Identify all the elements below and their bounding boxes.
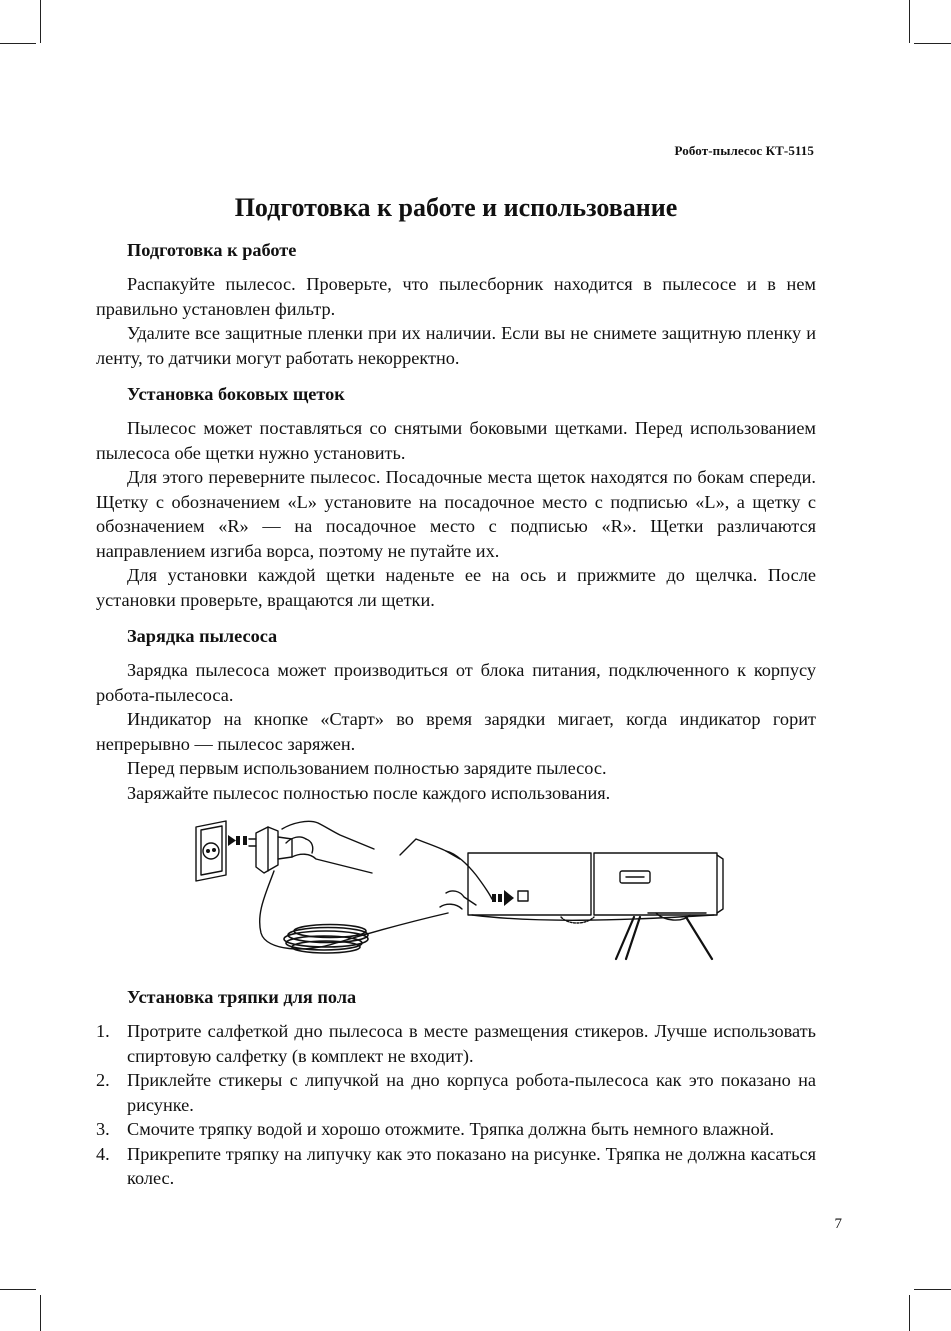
paragraph: Для установки каждой щетки наденьте ее на ось и прижмите до щелчка. После установки проверьте, вращаются ли щетки. bbox=[96, 565, 816, 610]
list-item-text: Приклейте стикеры с липучкой на дно корпуса робота-пылесоса как это показано на рисунке. bbox=[127, 1070, 816, 1115]
page-number: 7 bbox=[834, 1216, 842, 1232]
section-side-brushes bbox=[96, 382, 816, 612]
plug-arrow-icon bbox=[228, 835, 247, 846]
section-mop bbox=[96, 985, 816, 1191]
charging-arrow-icon bbox=[492, 890, 514, 906]
callout-lines bbox=[616, 917, 712, 959]
list-item-text: Прикрепите тряпку на липучку как это показано на рисунке. Тряпка не должна касаться колес. bbox=[127, 1143, 816, 1188]
crop-mark-top-right-v bbox=[909, 0, 910, 43]
page-title: Подготовка к работе и использование bbox=[234, 193, 678, 222]
mop-steps-list bbox=[96, 1019, 816, 1191]
list-item-number: 4. bbox=[96, 1143, 110, 1164]
list-item bbox=[96, 1019, 816, 1068]
power-cable bbox=[260, 871, 448, 949]
list-item-number: 1. bbox=[96, 1021, 110, 1041]
wall-outlet-icon bbox=[196, 821, 226, 881]
list-item bbox=[96, 1142, 816, 1191]
hand-icon bbox=[400, 839, 492, 909]
paragraph: Удалите все защитные пленки при их наличии. Если вы не снимете защитную пленку и ленту, то датчики могут работать некорректно. bbox=[96, 323, 816, 368]
paragraph: Зарядка пылесоса может производиться от блока питания, подключенного к корпусу робота-пылесоса. bbox=[96, 660, 816, 705]
paragraph: Для этого переверните пылесос. Посадочные места щеток находятся по бокам спереди. Щетку с обозначением «L» установите на посадочное место с подписью «L», а щетку с обозначением «R» — на посадочное место с подписью «R». Щетки различаются направлением изгиба ворса, поэтому не путайте их. bbox=[96, 467, 816, 561]
crop-mark-bottom-right-h bbox=[914, 1289, 951, 1290]
charging-illustration bbox=[96, 813, 816, 973]
paragraph: Индикатор на кнопке «Старт» во время зарядки мигает, когда индикатор горит непрерывно — пылесос заряжен. bbox=[96, 709, 816, 754]
section-heading-preparation: Подготовка к работе bbox=[127, 240, 297, 260]
crop-mark-bottom-right-v bbox=[909, 1295, 910, 1331]
section-charging bbox=[96, 624, 816, 805]
list-item-text: Смочите тряпку водой и хорошо отожмите. Тряпка должна быть немного влажной. bbox=[127, 1119, 775, 1139]
page-content bbox=[96, 238, 816, 1191]
charging-diagram bbox=[96, 813, 816, 973]
list-item-text: Протрите салфеткой дно пылесоса в месте размещения стикеров. Лучше использовать спиртовую салфетку (в комплект не входит). bbox=[127, 1021, 816, 1066]
list-item-number: 2. bbox=[96, 1070, 110, 1090]
hand-icon bbox=[282, 821, 374, 873]
crop-mark-bottom-left-v bbox=[40, 1295, 41, 1331]
paragraph: Заряжайте пылесос полностью после каждого использования. bbox=[127, 782, 611, 803]
paragraph: Пылесос может поставляться со снятыми боковыми щетками. Перед использованием пылесоса обе щетки нужно установить. bbox=[96, 418, 816, 463]
power-adapter-icon bbox=[249, 827, 292, 873]
section-preparation bbox=[96, 238, 816, 370]
running-header: Робот-пылесос КТ-5115 bbox=[674, 143, 814, 158]
list-item-number: 3. bbox=[96, 1119, 110, 1139]
paragraph: Перед первым использованием полностью зарядите пылесос. bbox=[127, 758, 607, 778]
section-heading-side-brushes: Установка боковых щеток bbox=[127, 384, 345, 404]
section-heading-mop: Установка тряпки для пола bbox=[127, 987, 357, 1007]
crop-mark-top-left-h bbox=[0, 43, 36, 44]
crop-mark-bottom-left-h bbox=[0, 1289, 36, 1290]
paragraph: Распакуйте пылесос. Проверьте, что пылесборник находится в пылесосе и в нем правильно установлен фильтр. bbox=[96, 274, 816, 319]
list-item bbox=[96, 1117, 816, 1142]
list-item bbox=[96, 1068, 816, 1117]
section-heading-charging: Зарядка пылесоса bbox=[127, 626, 278, 646]
robot-vacuum-icon bbox=[468, 853, 723, 923]
crop-mark-top-right-h bbox=[914, 43, 951, 44]
crop-mark-top-left-v bbox=[40, 0, 41, 43]
